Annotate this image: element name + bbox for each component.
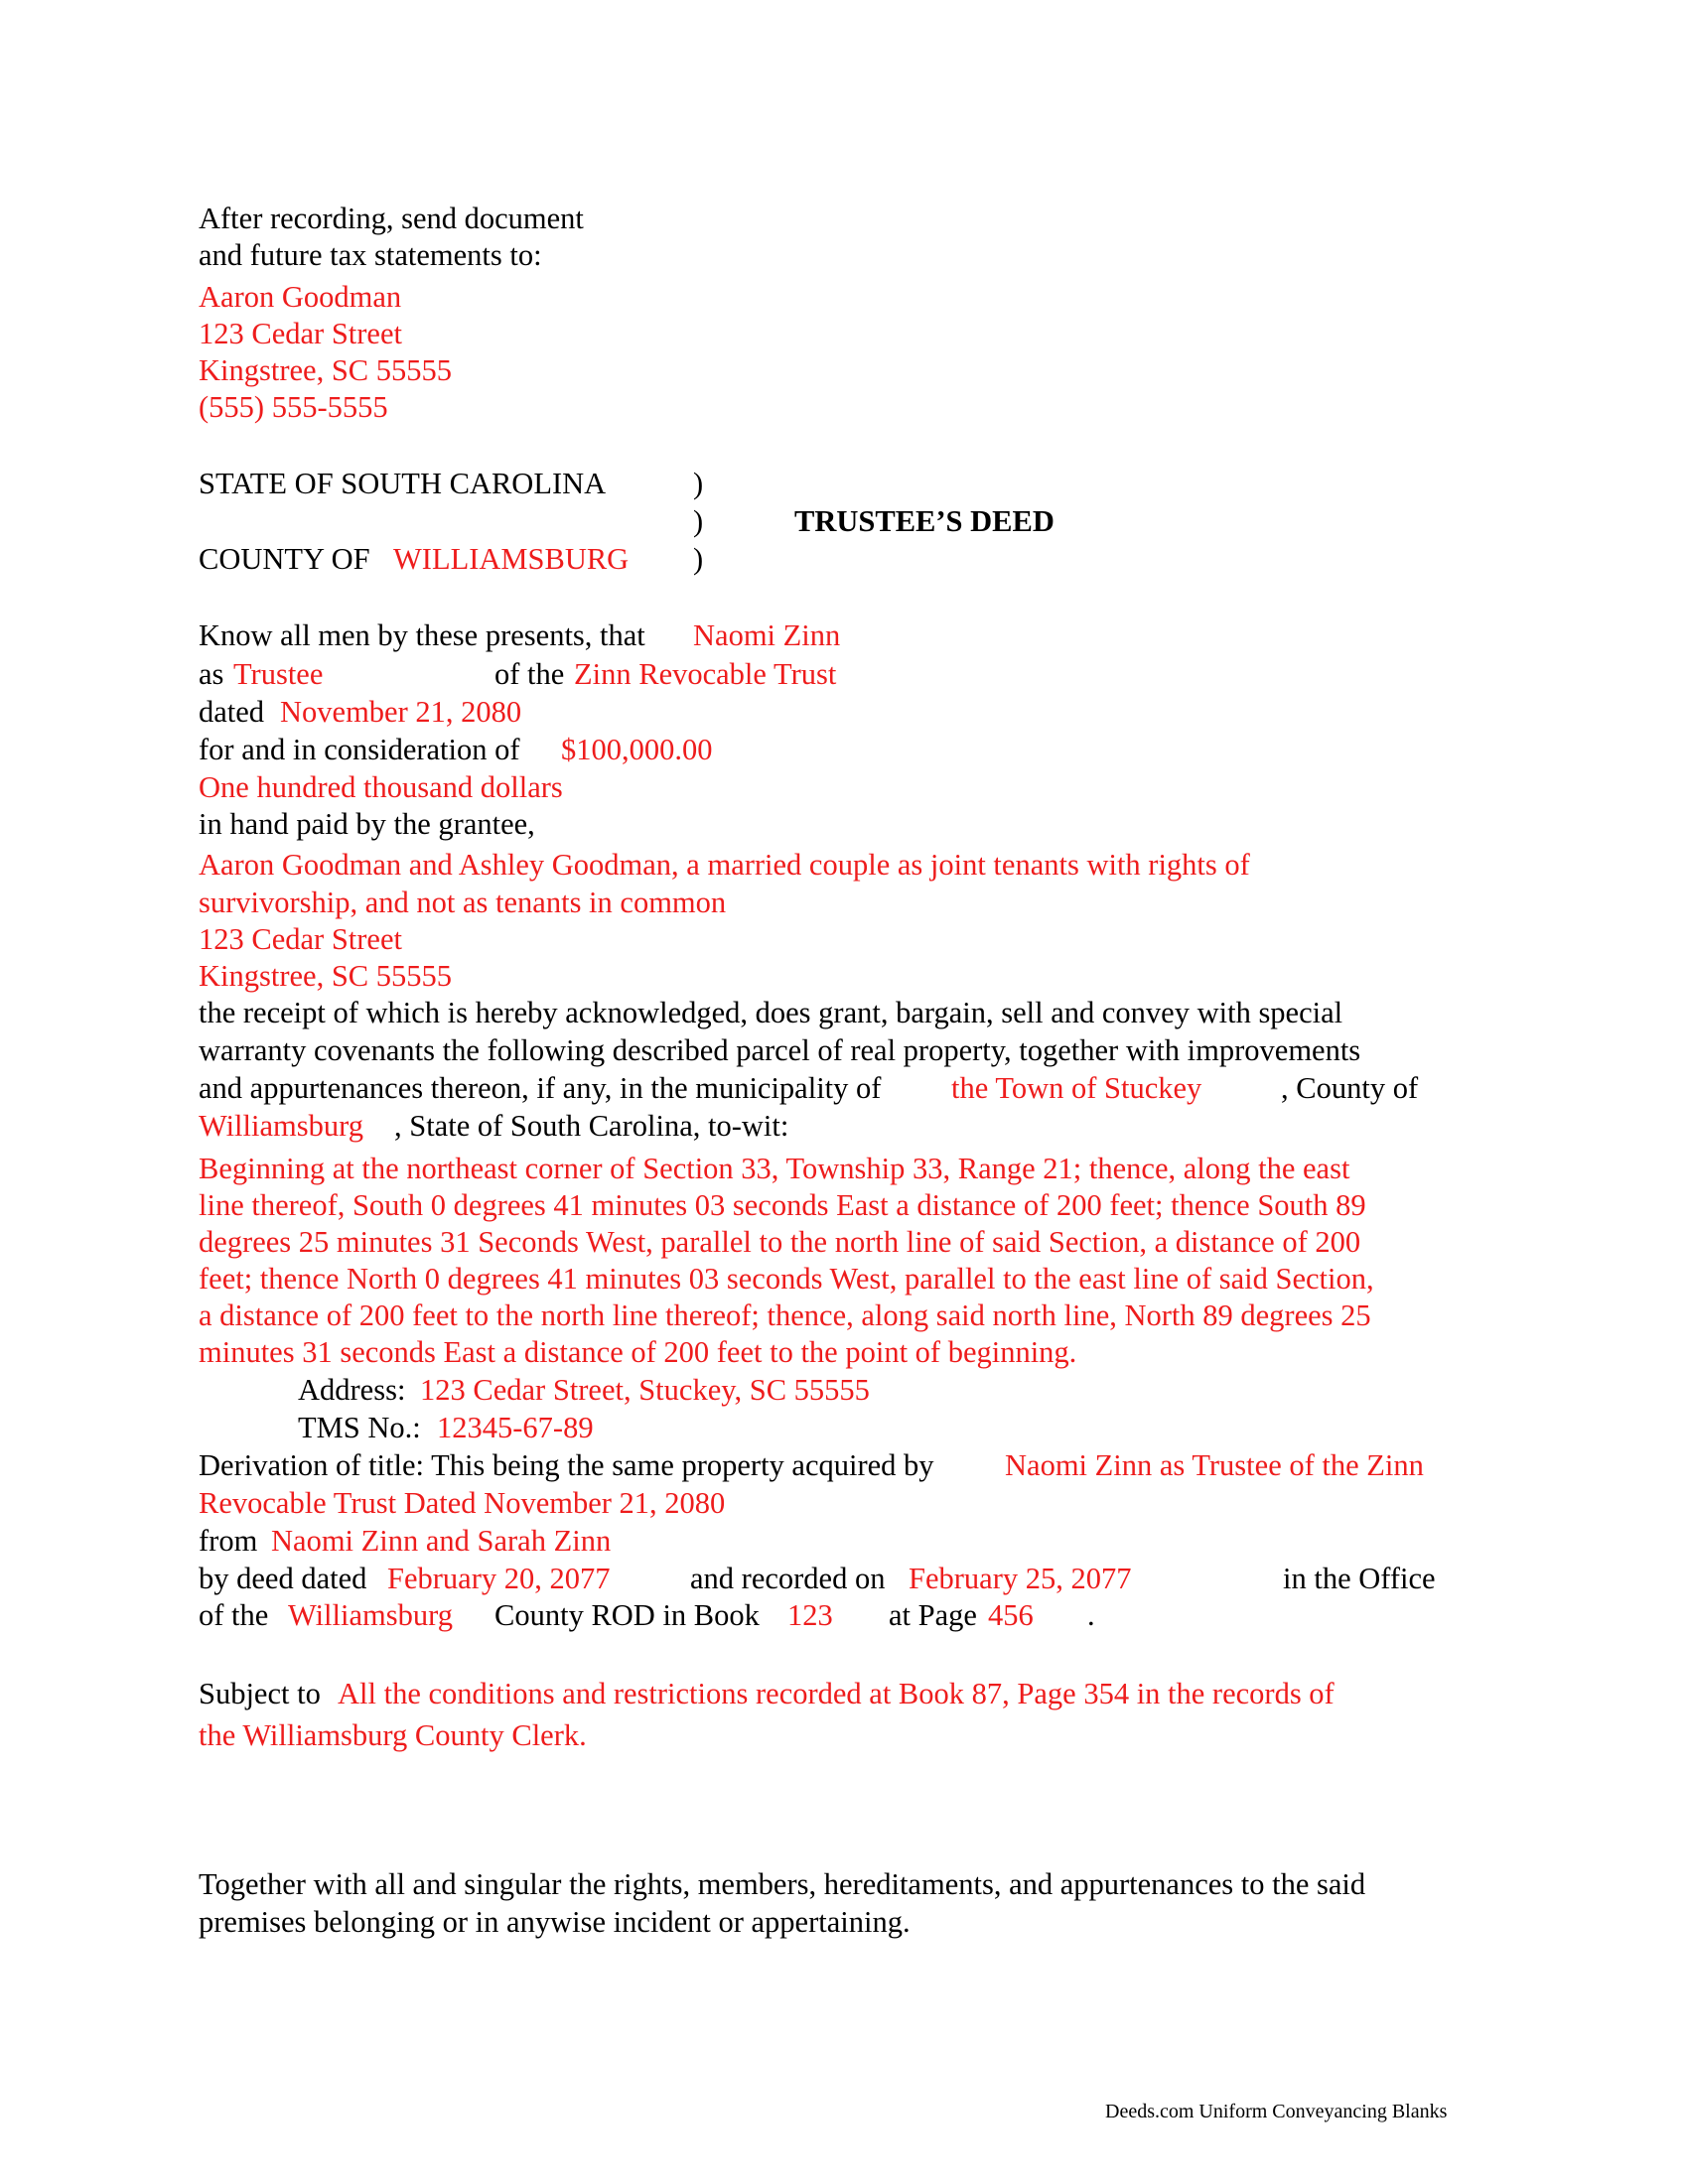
caption-paren-1: ): [693, 467, 704, 500]
return-name: Aaron Goodman: [199, 280, 402, 314]
derivation-period: .: [1087, 1598, 1095, 1632]
property-address: 123 Cedar Street, Stuckey, SC 55555: [420, 1373, 870, 1407]
consideration-label: for and in consideration of: [199, 733, 520, 766]
legal-description-line: a distance of 200 feet to the north line thereof; thence, along said north line, North 89 degrees 25: [199, 1298, 1371, 1332]
receipt-line3: and appurtenances thereon, if any, in the municipality of: [199, 1071, 882, 1105]
return-street: 123 Cedar Street: [199, 317, 402, 350]
caption-county-label: COUNTY OF: [199, 542, 370, 576]
rod-county: Williamsburg: [288, 1598, 453, 1632]
municipality: the Town of Stuckey: [951, 1071, 1202, 1105]
state-to-wit: , State of South Carolina, to-wit:: [394, 1109, 789, 1143]
consideration-amount: $100,000.00: [561, 733, 713, 766]
grantor-capacity: Trustee: [233, 657, 324, 691]
property-county: Williamsburg: [199, 1109, 363, 1143]
of-the-label: of the: [199, 1598, 269, 1632]
grantee-street: 123 Cedar Street: [199, 922, 402, 956]
together-line1: Together with all and singular the rights, members, hereditaments, and appurtenances to the said: [199, 1867, 1366, 1901]
recorded-on-label: and recorded on: [690, 1562, 886, 1595]
caption-paren-2: ): [693, 504, 704, 538]
dated-label: dated: [199, 695, 265, 729]
county-rod-label: County ROD in Book: [494, 1598, 760, 1632]
tms-number: 12345-67-89: [437, 1411, 594, 1444]
derivation-label: Derivation of title: This being the same property acquired by: [199, 1448, 934, 1482]
paid-by-grantee: in hand paid by the grantee,: [199, 807, 535, 841]
grantor-name: Naomi Zinn: [693, 618, 841, 652]
page-number: 456: [988, 1598, 1034, 1632]
deed-title: TRUSTEE’S DEED: [794, 504, 1055, 538]
receipt-line2: warranty covenants the following described parcel of real property, together with improvements: [199, 1033, 1361, 1067]
return-city: Kingstree, SC 55555: [199, 353, 453, 387]
return-instructions-line1: After recording, send document: [199, 202, 584, 235]
grant-intro: Know all men by these presents, that: [199, 618, 645, 652]
subject-to-label: Subject to: [199, 1677, 321, 1710]
at-page-label: at Page: [889, 1598, 977, 1632]
together-line2: premises belonging or in anywise incident or appertaining.: [199, 1905, 911, 1939]
receipt-line1: the receipt of which is hereby acknowledged, does grant, bargain, sell and convey with special: [199, 996, 1343, 1029]
return-phone: (555) 555-5555: [199, 390, 388, 424]
page-footer: Deeds.com Uniform Conveyancing Blanks: [1105, 2101, 1448, 2122]
county-of-label: , County of: [1281, 1071, 1419, 1105]
tms-label: TMS No.:: [298, 1411, 421, 1444]
grantee-city: Kingstree, SC 55555: [199, 959, 453, 993]
amount-in-words: One hundred thousand dollars: [199, 770, 563, 804]
caption-county-value: WILLIAMSBURG: [393, 542, 630, 576]
deed-dated-label: by deed dated: [199, 1562, 367, 1595]
legal-description-line: Beginning at the northeast corner of Section 33, Township 33, Range 21; thence, along the east: [199, 1152, 1350, 1185]
acquired-by-line1: Naomi Zinn as Trustee of the Zinn: [1005, 1448, 1424, 1482]
as-label: as: [199, 657, 224, 691]
from-grantor: Naomi Zinn and Sarah Zinn: [271, 1524, 612, 1558]
caption-paren-3: ): [693, 542, 704, 576]
legal-description-line: minutes 31 seconds East a distance of 200 feet to the point of beginning.: [199, 1335, 1077, 1369]
book-number: 123: [787, 1598, 833, 1632]
of-the-label: of the: [494, 657, 565, 691]
deed-date: February 20, 2077: [387, 1562, 611, 1595]
trust-name: Zinn Revocable Trust: [574, 657, 837, 691]
legal-description-line: degrees 25 minutes 31 Seconds West, parallel to the north line of said Section, a distance of 200: [199, 1225, 1361, 1259]
subject-to-text-line1: All the conditions and restrictions recorded at Book 87, Page 354 in the records of: [338, 1677, 1335, 1710]
legal-description-line: feet; thence North 0 degrees 41 minutes 03 seconds West, parallel to the east line of said Section,: [199, 1262, 1374, 1296]
legal-description-line: line thereof, South 0 degrees 41 minutes 03 seconds East a distance of 200 feet; thence South 89: [199, 1188, 1366, 1222]
in-the-office-label: in the Office: [1283, 1562, 1436, 1595]
subject-to-text-line2: the Williamsburg County Clerk.: [199, 1718, 587, 1752]
return-instructions-line2: and future tax statements to:: [199, 238, 542, 272]
address-label: Address:: [298, 1373, 406, 1407]
grantee-line1: Aaron Goodman and Ashley Goodman, a married couple as joint tenants with rights of: [199, 848, 1250, 882]
grantee-line2: survivorship, and not as tenants in common: [199, 886, 727, 919]
trust-date: November 21, 2080: [280, 695, 522, 729]
recorded-date: February 25, 2077: [909, 1562, 1132, 1595]
caption-state: STATE OF SOUTH CAROLINA: [199, 467, 607, 500]
acquired-by-line2: Revocable Trust Dated November 21, 2080: [199, 1486, 726, 1520]
from-label: from: [199, 1524, 258, 1558]
